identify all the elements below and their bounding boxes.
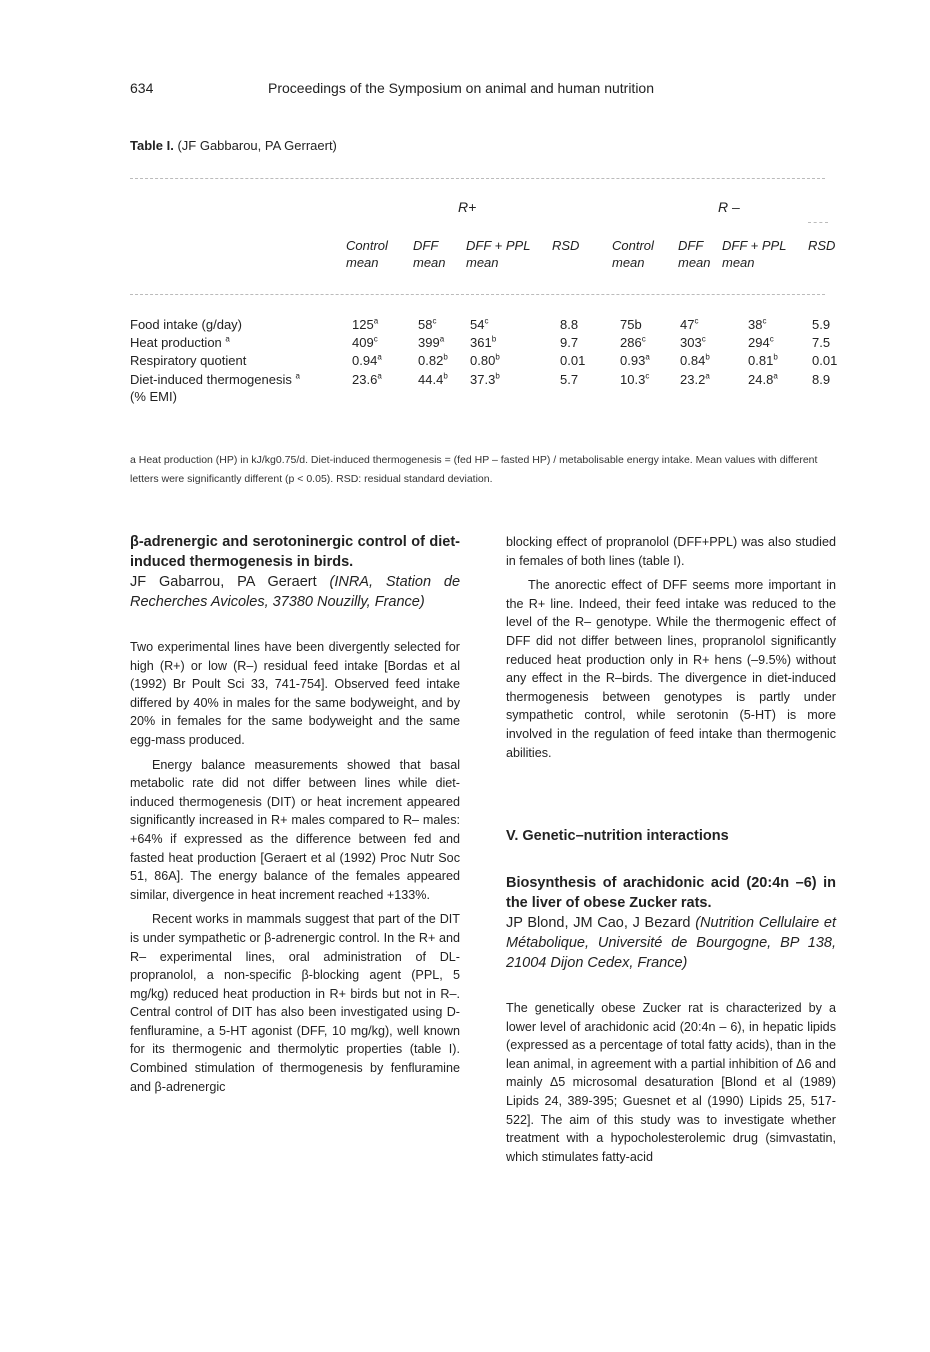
cell-value: 58 bbox=[418, 317, 433, 332]
article2-authors: JP Blond, JM Cao, J Bezard bbox=[506, 915, 691, 931]
cell-significance-letter: c bbox=[373, 334, 378, 344]
table-cell bbox=[352, 334, 378, 351]
table-cell bbox=[680, 352, 710, 369]
article2-paragraph: The genetically obese Zucker rat is characterized by a lower level of arachidonic acid (20:4n – 6), in hepatic lipids (expressed as a percentage of total fatty acids), than in the lean animal, in agreement with a partial inhibition of Δ6 and mainly Δ5 microsomal desaturation [Blond et al (1989) Lipids 24, 389-395; Guesnet et al (1990) Lipids 25, 517-522]. The aim of this study was to investigate whether treatment with a hypocholesterolemic drug (simvastatin, which stimulates fatty-acid bbox=[506, 1001, 836, 1164]
article1-paragraph: Recent works in mammals suggest that part of the DIT is under sympathetic or β-adrenergic control. In the R+ and R– experimental lines, oral administration of DL-propranolol, a non-specific β-blocking agent (PPL, 5 mg/kg) reduced heat production in R+ birds but not in R–. Central control of DIT has also been investigated using D-fenfluramine, a 5-HT agonist (DFF, 10 mg/kg), well known for its thermogenic and thermolytic properties (table I). Combined stimulation of thermogenesis by fenfluramine and β-adrenergic bbox=[130, 912, 460, 1094]
cell-value: 9.7 bbox=[560, 335, 579, 350]
cell-significance-letter: a bbox=[645, 352, 650, 362]
column-header-line1: DFF bbox=[678, 238, 704, 253]
table-cell bbox=[560, 316, 578, 333]
table-cell bbox=[352, 371, 382, 388]
cell-significance-letter: b bbox=[705, 352, 710, 362]
column-header-line1: Control bbox=[346, 238, 388, 253]
table-label: Table I. bbox=[130, 138, 174, 153]
table-top-rule bbox=[130, 178, 825, 179]
column-header bbox=[552, 237, 579, 254]
table-cell bbox=[620, 316, 642, 333]
cell-significance-letter: c bbox=[432, 316, 437, 326]
row-label-text: Heat production bbox=[130, 335, 222, 350]
table-cell bbox=[812, 352, 837, 369]
column-header bbox=[346, 237, 388, 271]
table-cell bbox=[748, 352, 778, 369]
cell-significance-letter: c bbox=[694, 316, 699, 326]
table-cell bbox=[620, 371, 649, 388]
cell-value: 7.5 bbox=[812, 335, 831, 350]
table-cell bbox=[748, 316, 766, 333]
table-cell bbox=[812, 334, 830, 351]
row-label-text: Diet-induced thermogenesis bbox=[130, 372, 292, 387]
right-column bbox=[506, 533, 836, 762]
cell-significance-letter: c bbox=[769, 334, 774, 344]
cell-significance-letter: c bbox=[762, 316, 767, 326]
page-number: 634 bbox=[130, 80, 154, 96]
cell-significance-letter: a bbox=[377, 352, 382, 362]
cell-value: 0.01 bbox=[812, 353, 838, 368]
article1-paragraph: Two experimental lines have been divergently selected for high (R+) or low (R–) residual feed intake [Bordas et al (1992) Br Poult Sci 33, 741-754]. Observed feed intake differed by 40% in males for the same bodyweight, and by 20% in females for the same bodyweight and the same egg-mass produced. bbox=[130, 640, 460, 747]
table-cell bbox=[470, 352, 500, 369]
column-header-line2: mean bbox=[466, 255, 499, 270]
cell-value: 5.7 bbox=[560, 372, 579, 387]
table-footnote: a Heat production (HP) in kJ/kg0.75/d. Diet-induced thermogenesis = (fed HP – fasted HP) / metabolisable energy intake. Mean values with different letters were significantly different (p < 0.05). RSD: residual standard deviation. bbox=[130, 454, 818, 485]
cell-value: 37.3 bbox=[470, 372, 496, 387]
row-label-footnote-mark: a bbox=[295, 371, 300, 381]
cell-value: 0.82 bbox=[418, 353, 444, 368]
column-header bbox=[466, 237, 530, 271]
cell-significance-letter: b bbox=[495, 371, 500, 381]
cell-value: 54 bbox=[470, 317, 485, 332]
section-heading: V. Genetic–nutrition interactions bbox=[506, 828, 729, 844]
cell-significance-letter: b bbox=[773, 352, 778, 362]
column-header-line1: DFF bbox=[413, 238, 439, 253]
article1-paragraph: The anorectic effect of DFF seems more important in the R+ line. Indeed, their feed intake was reduced to the level of the R– genotype. While the thermogenic effect of DFF did not differ between lines, propranolol significantly reduced heat production only in R+ hens (–9.5%) without any effect in the R–birds. The divergence in diet-induced thermogenesis between genotypes is partly under sympathetic control, while serotonin (5-HT) is more involved in the regulation of feed intake than thermogenic abilities. bbox=[506, 578, 836, 760]
cell-value: 8.8 bbox=[560, 317, 579, 332]
column-header-line1: DFF + PPL bbox=[466, 238, 531, 253]
column-header-line1: DFF + PPL bbox=[722, 238, 787, 253]
column-header-line1: RSD bbox=[552, 238, 580, 253]
cell-value: 125 bbox=[352, 317, 374, 332]
cell-value: 24.8 bbox=[748, 372, 774, 387]
table-cell bbox=[620, 334, 646, 351]
cell-significance-letter: a bbox=[705, 371, 710, 381]
article2 bbox=[506, 873, 836, 1166]
table-cell bbox=[560, 352, 585, 369]
table-cell bbox=[560, 371, 578, 388]
cell-value: 286 bbox=[620, 335, 642, 350]
cell-value: 44.4 bbox=[418, 372, 444, 387]
cell-value: 23.6 bbox=[352, 372, 378, 387]
table-cell bbox=[748, 371, 778, 388]
cell-value: 75b bbox=[620, 317, 642, 332]
cell-value: 38 bbox=[748, 317, 763, 332]
cell-value: 8.9 bbox=[812, 372, 831, 387]
column-header-line2: mean bbox=[612, 255, 645, 270]
cell-significance-letter: b bbox=[491, 334, 497, 344]
table-cell bbox=[418, 316, 436, 333]
article2-title: Biosynthesis of arachidonic acid (20:4n –6) in the liver of obese Zucker rats. bbox=[506, 875, 836, 911]
cell-value: 399 bbox=[418, 335, 440, 350]
column-header-line1: RSD bbox=[808, 238, 836, 253]
table-cell bbox=[680, 334, 706, 351]
table-cell bbox=[418, 371, 448, 388]
cell-value: 294 bbox=[748, 335, 770, 350]
table-cell bbox=[680, 371, 710, 388]
table-cell bbox=[352, 316, 378, 333]
cell-significance-letter: a bbox=[373, 316, 379, 326]
cell-value: 0.93 bbox=[620, 353, 646, 368]
table-cell bbox=[470, 371, 500, 388]
row-label-text: Respiratory quotient bbox=[130, 353, 247, 368]
column-header-line2: mean bbox=[346, 255, 379, 270]
article1-affiliation: (INRA, Station de Recherches Avicoles, 37380 Nouzilly, France) bbox=[130, 574, 461, 610]
row-label bbox=[130, 316, 242, 333]
cell-significance-letter: b bbox=[443, 371, 448, 381]
article1-title: β-adrenergic and serotoninergic control of diet-induced thermogenesis in birds. bbox=[130, 534, 460, 570]
table-cell bbox=[812, 316, 830, 333]
table-cell bbox=[748, 334, 774, 351]
table-cell bbox=[418, 334, 444, 351]
cell-value: 23.2 bbox=[680, 372, 706, 387]
cell-significance-letter: a bbox=[439, 334, 445, 344]
cell-value: 0.94 bbox=[352, 353, 378, 368]
table-cell bbox=[470, 334, 496, 351]
cell-value: 0.84 bbox=[680, 353, 706, 368]
row-label-text-line2: (% EMI) bbox=[130, 389, 177, 404]
cell-value: 361 bbox=[470, 335, 492, 350]
table-header-rule bbox=[130, 294, 825, 295]
row-label bbox=[130, 352, 246, 369]
table-caption-text: (JF Gabbarou, PA Gerraert) bbox=[177, 138, 337, 153]
cell-significance-letter: a bbox=[773, 371, 778, 381]
table-cell bbox=[560, 334, 578, 351]
cell-significance-letter: b bbox=[443, 352, 448, 362]
article1-authors: JF Gabarrou, PA Geraert bbox=[130, 574, 317, 590]
cell-value: 10.3 bbox=[620, 372, 646, 387]
cell-significance-letter: a bbox=[377, 371, 382, 381]
cell-significance-letter: b bbox=[495, 352, 500, 362]
cell-significance-letter: c bbox=[641, 334, 646, 344]
cell-value: 409 bbox=[352, 335, 374, 350]
group-header-r-minus: R – bbox=[718, 199, 740, 215]
table-cell bbox=[680, 316, 698, 333]
cell-value: 0.01 bbox=[560, 353, 586, 368]
column-header-line2: mean bbox=[678, 255, 711, 270]
column-header-line1: Control bbox=[612, 238, 654, 253]
cell-significance-letter: c bbox=[484, 316, 489, 326]
column-header-line2: mean bbox=[722, 255, 755, 270]
column-header bbox=[612, 237, 654, 271]
left-column bbox=[130, 532, 460, 1096]
table-cell bbox=[620, 352, 650, 369]
article2-affiliation: (Nutrition Cellulaire et Métabolique, Université de Bourgogne, BP 138, 21004 Dijon Cedex, France) bbox=[506, 915, 836, 971]
article2-byline bbox=[506, 913, 836, 973]
cell-value: 303 bbox=[680, 335, 702, 350]
column-header-line2: mean bbox=[413, 255, 446, 270]
table-cell bbox=[812, 371, 830, 388]
column-header bbox=[808, 237, 835, 254]
row-label bbox=[130, 371, 300, 405]
column-header bbox=[722, 237, 786, 271]
cell-value: 47 bbox=[680, 317, 695, 332]
group-rule bbox=[808, 222, 828, 223]
group-header-r-plus: R+ bbox=[458, 199, 477, 215]
cell-significance-letter: c bbox=[701, 334, 706, 344]
column-header bbox=[413, 237, 446, 271]
table-cell bbox=[470, 316, 488, 333]
cell-significance-letter: c bbox=[645, 371, 650, 381]
column-header bbox=[678, 237, 711, 271]
article1-paragraph: blocking effect of propranolol (DFF+PPL) was also studied in females of both lines (table I). bbox=[506, 535, 836, 568]
table-cell bbox=[352, 352, 382, 369]
table-caption bbox=[130, 138, 337, 153]
table-cell bbox=[418, 352, 448, 369]
running-title: Proceedings of the Symposium on animal and human nutrition bbox=[268, 80, 654, 96]
row-label-text: Food intake (g/day) bbox=[130, 317, 243, 332]
cell-value: 0.81 bbox=[748, 353, 774, 368]
cell-value: 0.80 bbox=[470, 353, 496, 368]
row-label bbox=[130, 334, 230, 351]
cell-value: 5.9 bbox=[812, 317, 831, 332]
article1-byline bbox=[130, 572, 460, 612]
article1-paragraph: Energy balance measurements showed that basal metabolic rate did not differ between lines while diet-induced thermogenesis (DIT) or heat increment appeared significantly increased in R+ males compared to R– males: +64% if expressed as the difference between fed and fasted heat production [Geraert et al (1992) Proc Nutr Soc 51, 86A]. The energy balance of the females appeared similar, divergence in heat increment reached +133%. bbox=[130, 757, 460, 902]
row-label-footnote-mark: a bbox=[225, 334, 230, 344]
